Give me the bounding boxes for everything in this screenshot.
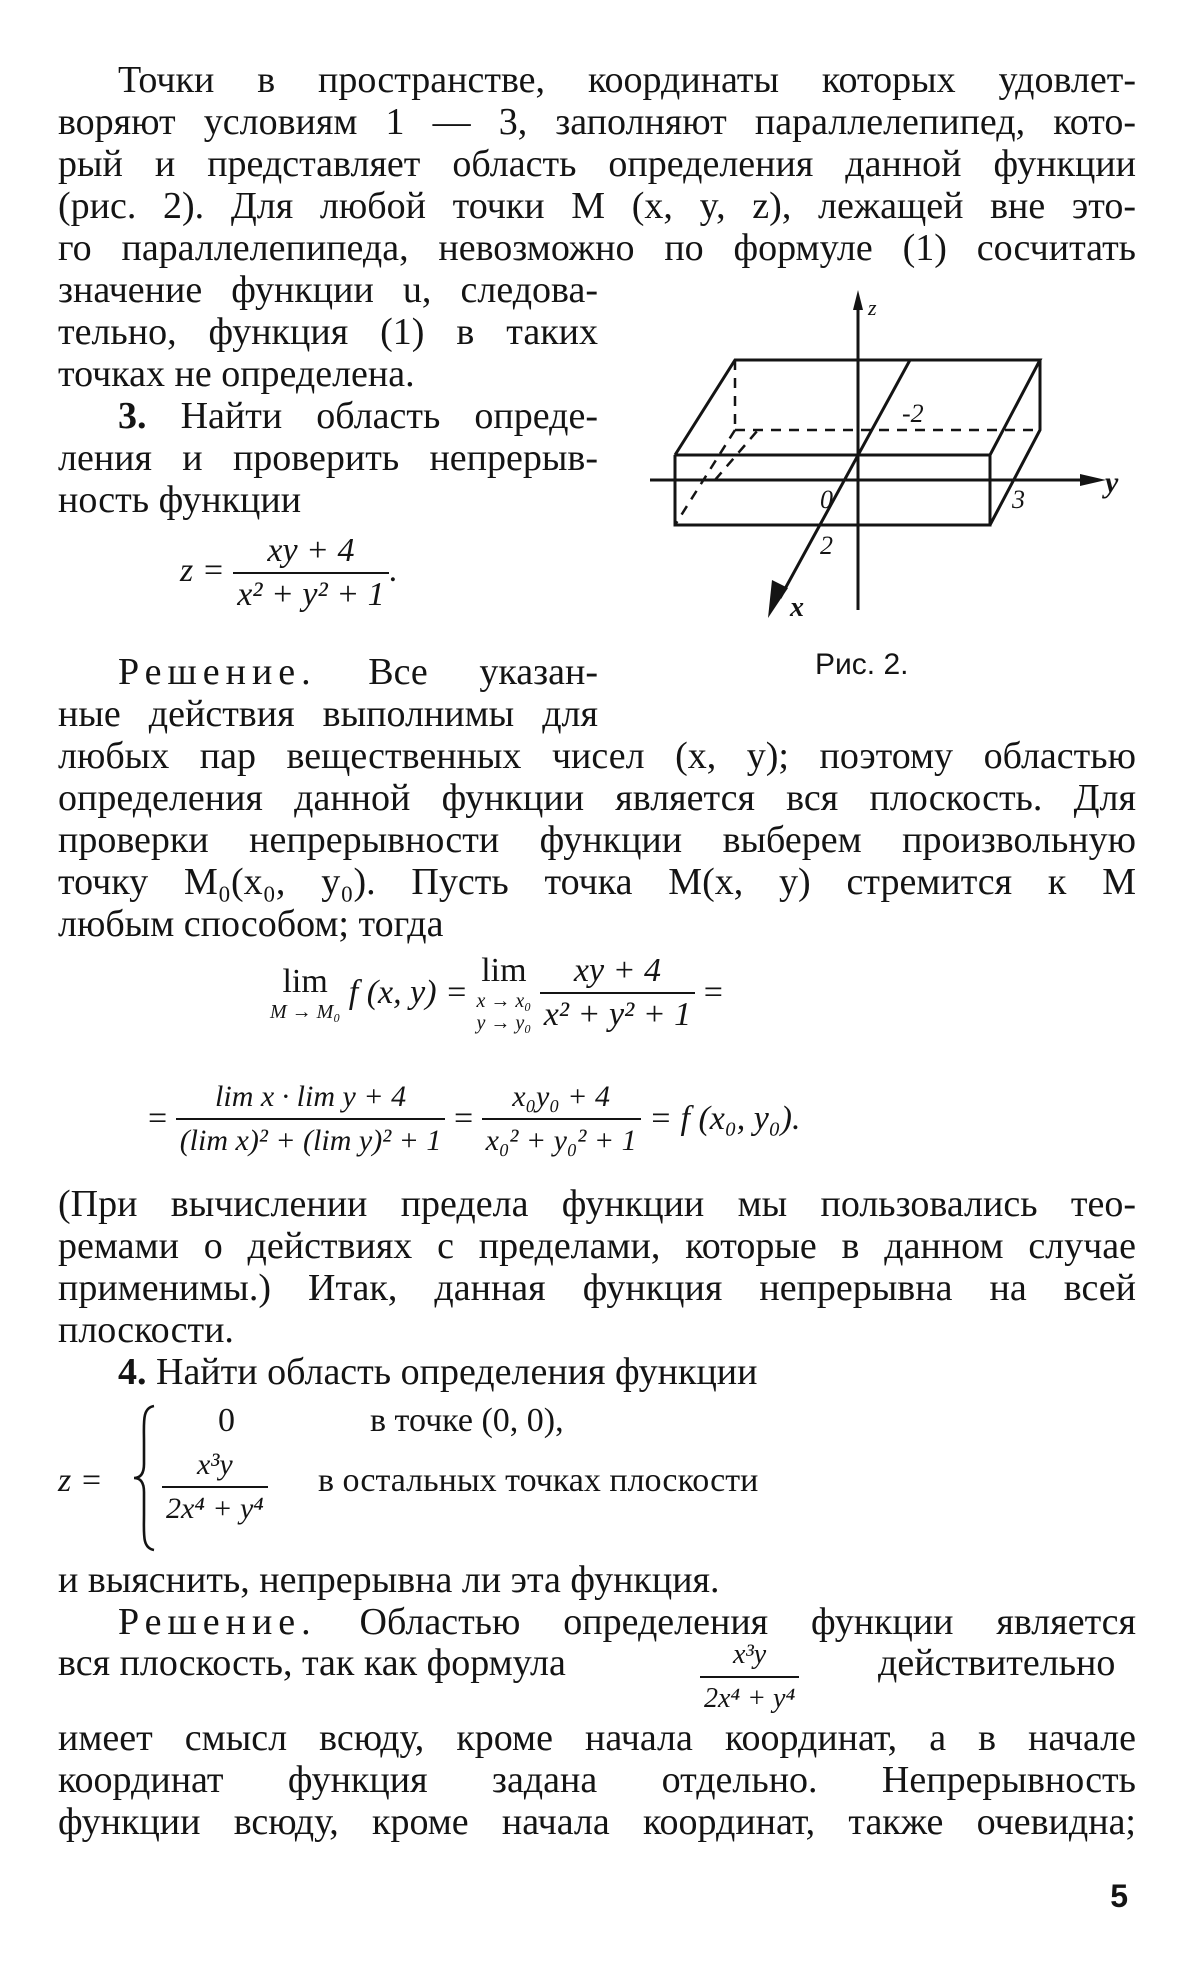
x-axis-arrow-icon [768, 580, 788, 618]
problem3-denominator: x² + y² + 1 [237, 576, 385, 613]
eq2-fraction-1 [176, 1078, 446, 1160]
curly-brace-icon [130, 1402, 160, 1554]
box-hidden-edge-3 [675, 430, 735, 525]
eq1-fraction [540, 952, 695, 1034]
problem4-number: 4. [118, 1351, 147, 1393]
problem3-formula-end: . [388, 551, 398, 589]
solution4-denominator: 2x⁴ + y⁴ [704, 1683, 796, 1714]
eq1-lim-2: lim [481, 952, 527, 989]
eq1-lim2-sub-2: y → y₀ [476, 1012, 532, 1034]
solution4-line-5: функции всюду, кроме начала координат, также очевидна; [58, 1801, 1136, 1843]
label-minus-2: -2 [902, 399, 924, 428]
problem3-line-2: ления и проверить непрерыв- [58, 437, 598, 479]
solution3-line-6: точку M₀(x₀, y₀). Пусть точка M(x, y) стремится к M [58, 861, 1136, 903]
axis-label-z: z [868, 295, 877, 320]
solution4-line-3: имеет смысл всюду, кроме начала координат, а в начале [58, 1717, 1136, 1759]
case-2-condition: в остальных точках плоскости [318, 1462, 759, 1499]
solution3-line-7: любым способом; тогда [58, 903, 444, 945]
solution3-line-4: определения данной функции является вся плоскость. Для [58, 777, 1136, 819]
z-axis-arrow-icon [853, 290, 863, 310]
eq1-f: f (x, y) = [348, 974, 468, 1011]
solution4-line-4: координат функция задана отдельно. Непрерывность [58, 1759, 1136, 1801]
solution4-formula [700, 1636, 799, 1718]
label-3: 3 [1012, 485, 1025, 514]
figure-caption: Рис. 2. [815, 648, 909, 681]
label-2: 2 [820, 531, 833, 560]
problem3-numerator: xy + 4 [233, 532, 388, 574]
para4-line-4: плоскости. [58, 1309, 234, 1351]
solution3-line-2: ные действия выполнимы для [58, 693, 598, 735]
solution4-numerator: x³y [700, 1636, 799, 1678]
y-axis-arrow-icon [1080, 474, 1106, 486]
para1-line-2: воряют условиям 1 — 3, заполняют параллелепипед, кото- [58, 101, 1136, 143]
case-1-value: 0 [218, 1402, 235, 1439]
case-1-condition: в точке (0, 0), [370, 1402, 564, 1439]
eq2-numerator-2: x₀y₀ + 4 [482, 1078, 641, 1120]
para1-line-6: значение функции u, следова- [58, 269, 598, 311]
case-2-denominator: 2x⁴ + y⁴ [166, 1492, 264, 1525]
eq2-end: = f (x₀, y₀). [649, 1100, 801, 1137]
eq2-fraction-2 [482, 1078, 641, 1160]
solution4-word: Решение. [118, 1601, 317, 1643]
problem4-after: и выяснить, непрерывна ли эта функция. [58, 1559, 720, 1601]
eq2-denominator-2: x₀² + y₀² + 1 [485, 1124, 637, 1157]
para4-line-2: ремами о действиях с пределами, которые в данном случае [58, 1225, 1136, 1267]
solution3-line-1 [118, 652, 598, 692]
eq1-limit-2 [477, 952, 532, 1034]
eq1-limit [270, 963, 340, 1023]
case-2-fraction [162, 1446, 268, 1528]
solution4-line-2-start: вся плоскость, так как формула [58, 1642, 566, 1684]
equation-1 [270, 952, 723, 1034]
eq1-denominator: x² + y² + 1 [543, 996, 692, 1033]
para1-line-5: го параллелепипеда, невозможно по формуле (1) сосчитать [58, 227, 1136, 269]
eq2-mid: = [453, 1100, 474, 1137]
problem3-line-1 [118, 396, 598, 436]
axis-label-y: y [1105, 466, 1119, 499]
page-number: 5 [1110, 1878, 1128, 1914]
case-2-formula [162, 1446, 268, 1528]
eq1-end: = [703, 974, 723, 1011]
para1-line-4: (рис. 2). Для любой точки M (x, y, z), лежащей вне это- [58, 185, 1136, 227]
solution3-text-1: Все указан- [368, 651, 598, 693]
case-2-numerator: x³y [162, 1446, 268, 1488]
solution3-line-5: проверки непрерывности функции выберем произвольную [58, 819, 1136, 861]
para1-line-1: Точки в пространстве, координаты которых удовлет- [118, 59, 1136, 101]
axis-label-x: x [790, 592, 804, 623]
problem3-formula [180, 532, 397, 614]
problem3-formula-lhs: z = [180, 551, 225, 589]
eq1-lim: lim [282, 963, 328, 1000]
para1-line-7: тельно, функция (1) в таких [58, 311, 598, 353]
problem4-line [118, 1352, 1136, 1392]
piecewise-lhs [58, 1462, 103, 1500]
figure-parallelepiped [640, 280, 1130, 630]
piecewise-z: z = [58, 1462, 103, 1499]
para4-line-1: (При вычислении предела функции мы пользовались тео- [58, 1183, 1136, 1225]
equation-2 [148, 1078, 800, 1160]
eq1-numerator: xy + 4 [540, 952, 695, 994]
problem4-text: Найти область определения функции [156, 1351, 758, 1393]
solution4-text-1: Областью определения функции является [359, 1601, 1137, 1643]
problem3-number: 3. [118, 395, 147, 437]
problem3-line-3: ность функции [58, 479, 302, 521]
eq1-lim-sub: M → M₀ [270, 1001, 341, 1023]
solution4-fraction [700, 1636, 799, 1718]
para4-line-3: применимы.) Итак, данная функция непрерывна на всей [58, 1267, 1136, 1309]
solution3-line-3: любых пар вещественных чисел (x, y); поэтому областью [58, 735, 1136, 777]
eq2-denominator-1: (lim x)² + (lim y)² + 1 [179, 1124, 442, 1157]
problem3-text-1: Найти область опреде- [180, 395, 598, 437]
solution4-line-2-end: действительно [878, 1642, 1116, 1684]
eq1-lim2-sub-1: x → x₀ [476, 990, 532, 1012]
eq2-numerator-1: lim x · lim y + 4 [176, 1078, 446, 1120]
origin-label: 0 [820, 485, 833, 514]
problem3-fraction [233, 532, 388, 614]
para1-line-8: точках не определена. [58, 353, 415, 395]
solution4-line-1 [118, 1602, 1136, 1642]
solution3-word: Решение. [118, 651, 317, 693]
para1-line-3: рый и представляет область определения данной функции [58, 143, 1136, 185]
eq2-start: = [148, 1100, 168, 1137]
